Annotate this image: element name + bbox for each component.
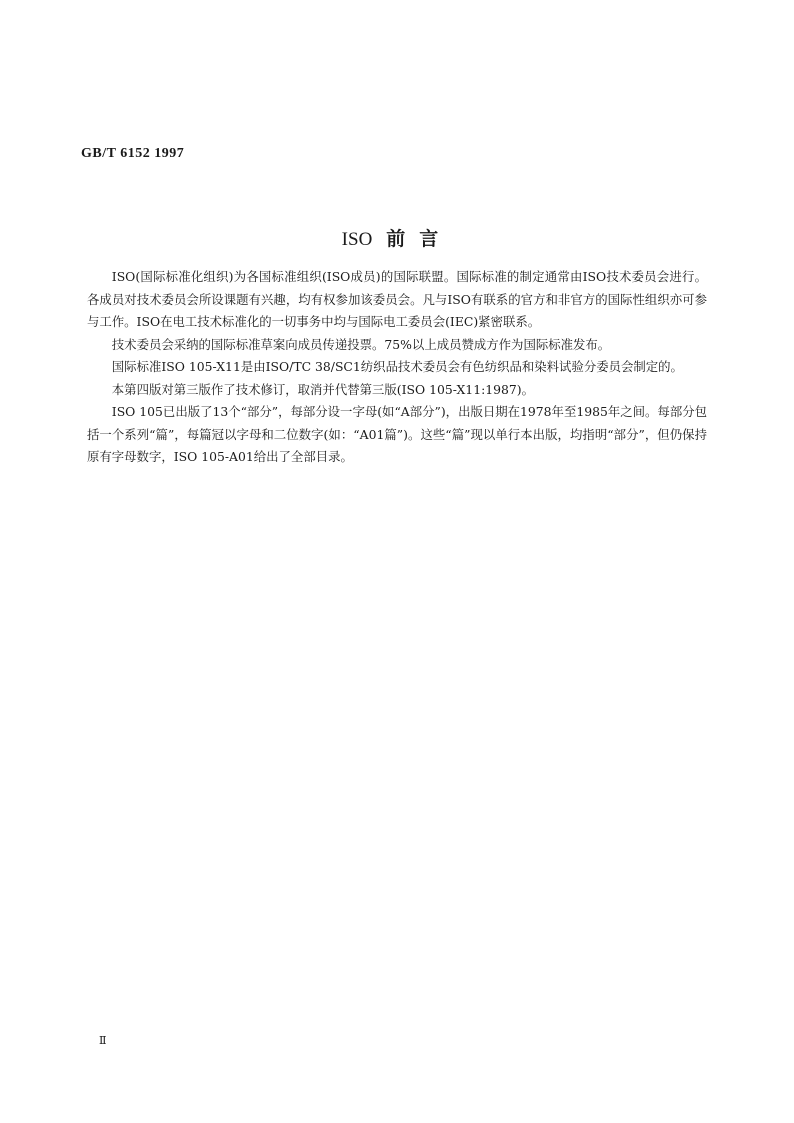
foreword-paragraph: 技术委员会采纳的国际标准草案向成员传递投票。75%以上成员赞成方作为国际标准发布。 <box>111 336 611 352</box>
page-title <box>0 224 794 251</box>
foreword-paragraph: 本第四版对第三版作了技术修订，取消并代替第三版(ISO 105-X11:1987)。 <box>111 381 535 397</box>
page-number: Ⅱ <box>99 1035 107 1047</box>
title-main: 前言 <box>386 228 453 250</box>
title-prefix: ISO <box>341 229 373 250</box>
foreword-paragraph: ISO(国际标准化组织)为各国标准组织(ISO成员)的国际联盟。国际标准的制定通常由ISO技术委员会进行。各成员对技术委员会所设课题有兴趣，均有权参加该委员会。凡与ISO有联系的官方和非官方的国际性组织亦可参与工作。ISO在电工技术标准化的一切事务中均与国际电工委员会(IEC)紧密联系。 <box>87 269 707 329</box>
foreword-paragraph: 国际标准ISO 105-X11是由ISO/TC 38/SC1纺织品技术委员会有色纺织品和染料试验分委员会制定的。 <box>111 359 683 374</box>
foreword-body <box>87 266 707 469</box>
foreword-paragraph: ISO 105已出版了13个“部分”，每部分设一字母(如“A部分”)，出版日期在1978年至1985年之间。每部分包括一个系列“篇”，每篇冠以字母和二位数字(如：“A01篇”)。这些“篇”现以单行本出版，均指明“部分”，但仍保持原有字母数字，ISO 105-A01给出了全部目录。 <box>87 404 707 464</box>
standard-code: GB/T 6152 1997 <box>81 146 185 161</box>
